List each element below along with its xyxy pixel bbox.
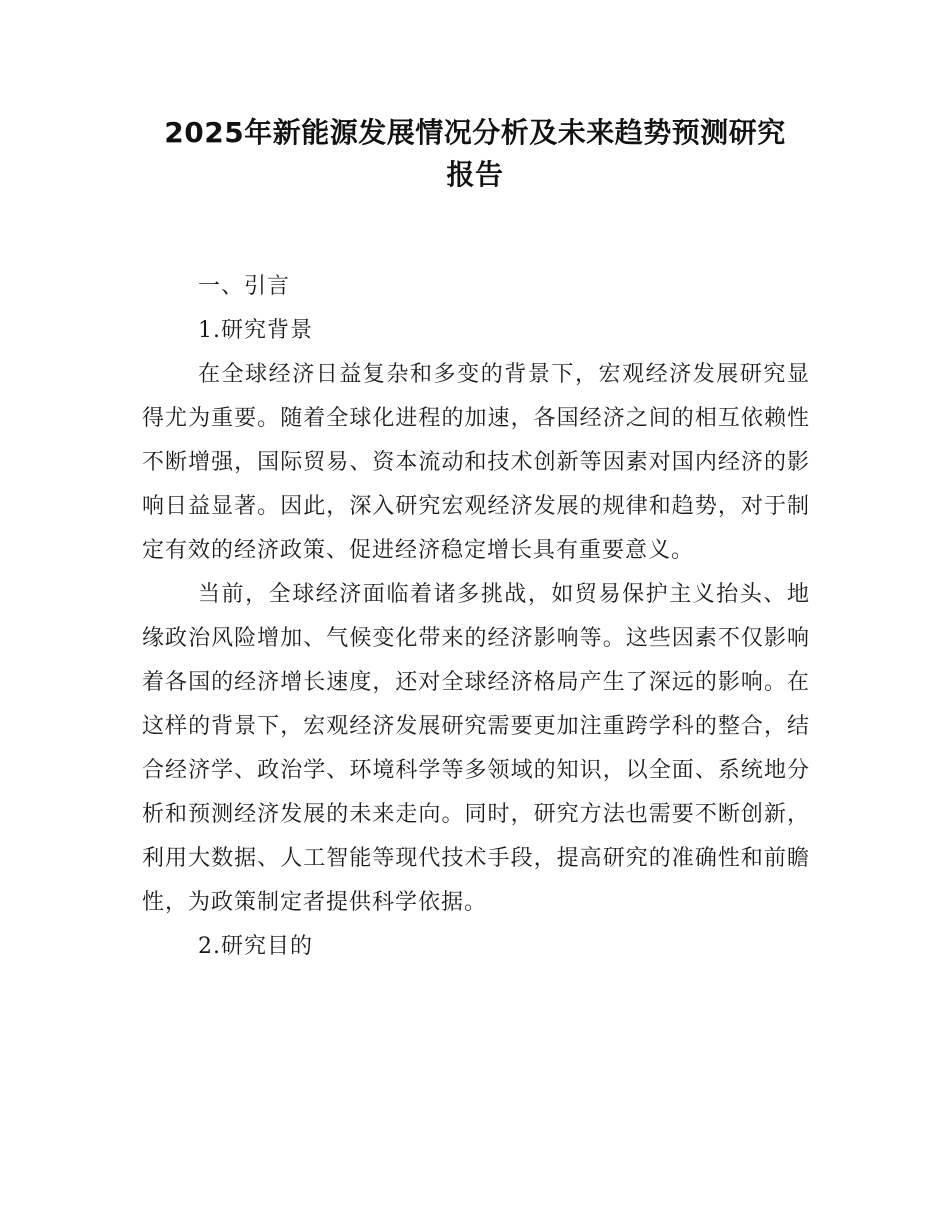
section-heading-introduction: 一、引言 — [198, 274, 291, 299]
subsection-heading-background: 1.研究背景 — [198, 318, 313, 343]
title-line-2: 报告 — [446, 158, 504, 191]
title-line-1: 2025年新能源发展情况分析及未来趋势预测研究 — [164, 116, 786, 149]
document-title — [120, 112, 830, 196]
subsection-heading-purpose: 2.研究目的 — [198, 934, 313, 959]
paragraph-background-2: 当前，全球经济面临着诸多挑战，如贸易保护主义抬头、地缘政治风险增加、气候变化带来的经济影响等。这些因素不仅影响着各国的经济增长速度，还对全球经济格局产生了深远的影响。在这样的背景下，宏观经济发展研究需要更加注重跨学科的整合，结合经济学、政治学、环境科学等多领域的知识，以全面、系统地分析和预测经济发展的未来走向。同时，研究方法也需要不断创新，利用大数据、人工智能等现代技术手段，提高研究的准确性和前瞻性，为政策制定者提供科学依据。 — [142, 582, 810, 915]
paragraph-background-1: 在全球经济日益复杂和多变的背景下，宏观经济发展研究显得尤为重要。随着全球化进程的加速，各国经济之间的相互依赖性不断增强，国际贸易、资本流动和技术创新等因素对国内经济的影响日益显著。因此，深入研究宏观经济发展的规律和趋势，对于制定有效的经济政策、促进经济稳定增长具有重要意义。 — [142, 362, 810, 563]
document-body — [142, 265, 810, 969]
